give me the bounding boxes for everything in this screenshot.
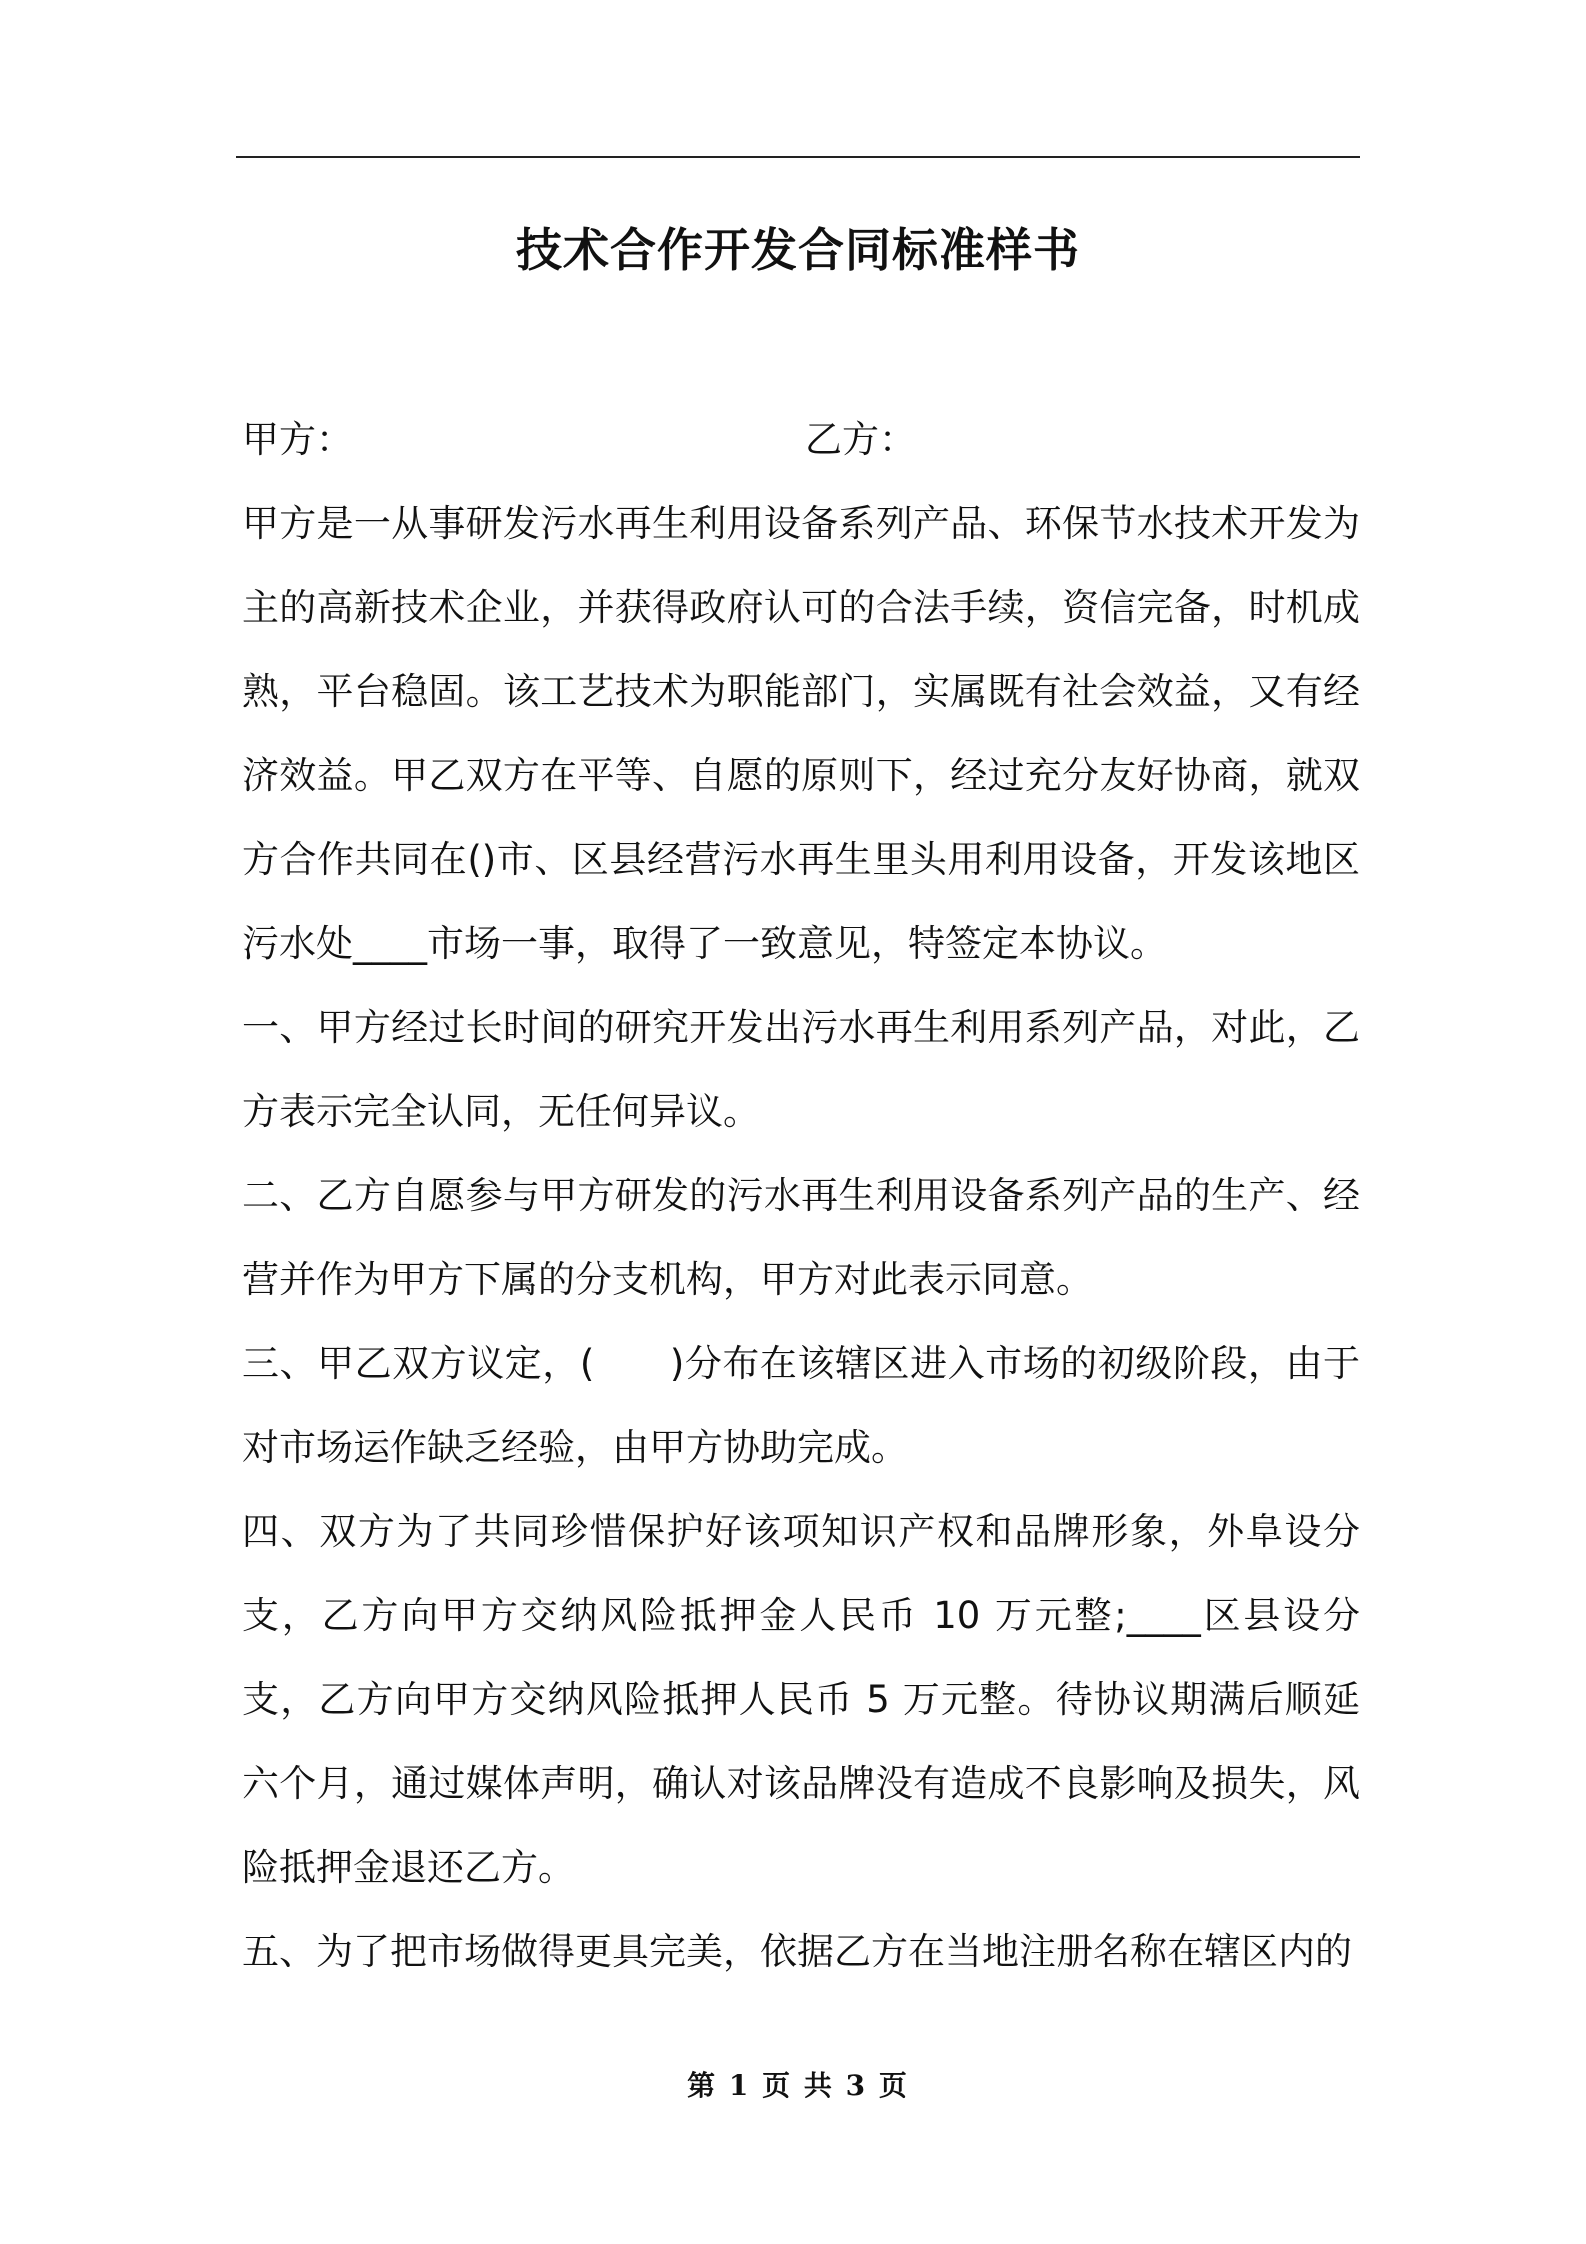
intro-paragraph: 甲方是一从事研发污水再生利用设备系列产品、环保节水技术开发为主的高新技术企业，并获得政府认可的合法手续，资信完备，时机成熟，平台稳固。该工艺技术为职能部门，实属既有社会效益，又有经济效益。甲乙双方在平等、自愿的原则下，经过充分友好协商，就双方合作共同在()市、区县经营污水再生里头用利用设备，开发该地区污水处____市场一事，取得了一致意见，特签定本协议。 (242, 502, 1360, 965)
clause-5: 五、为了把市场做得更具完美，依据乙方在当地注册名称在辖区内的 (242, 1930, 1352, 1973)
clause-1: 一、甲方经过长时间的研究开发出污水再生利用系列产品，对此，乙方表示完全认同，无任何异议。 (242, 1006, 1360, 1133)
clause-2: 二、乙方自愿参与甲方研发的污水再生利用设备系列产品的生产、经营并作为甲方下属的分支机构，甲方对此表示同意。 (242, 1174, 1360, 1301)
clause-4: 四、双方为了共同珍惜保护好该项知识产权和品牌形象，外阜设分支，乙方向甲方交纳风险抵押金人民币 10 万元整;____区县设分支，乙方向甲方交纳风险抵押人民币 5 万元整。待协议期满后顺延六个月，通过媒体声明，确认对该品牌没有造成不良影响及损失，风险抵押金退还乙方。 (242, 1510, 1360, 1889)
party-a-label: 甲方： (242, 418, 353, 461)
page-number-footer: 第 1 页 共 3 页 (687, 2069, 909, 2102)
party-b-label: 乙方： (805, 418, 916, 461)
parties-line (242, 398, 1360, 482)
header-rule (236, 156, 1360, 158)
document-body (242, 398, 1360, 1994)
clause-3: 三、甲乙双方议定，( )分布在该辖区进入市场的初级阶段，由于对市场运作缺乏经验，由甲方协助完成。 (242, 1342, 1360, 1469)
document-title: 技术合作开发合同标准样书 (516, 223, 1080, 277)
